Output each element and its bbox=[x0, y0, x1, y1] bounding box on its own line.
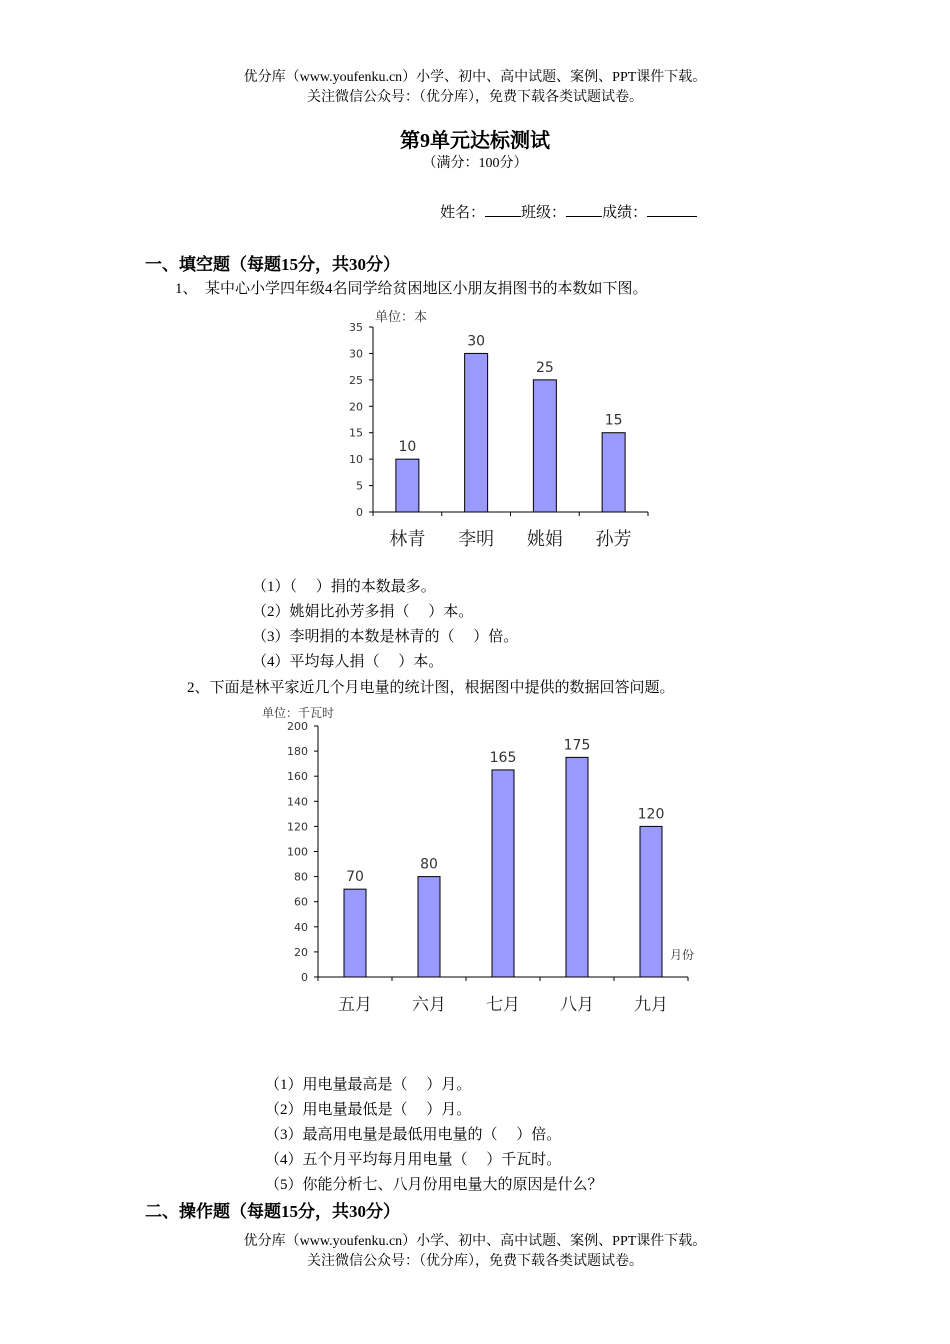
score-field[interactable] bbox=[647, 202, 697, 217]
y-tick-label: 0 bbox=[301, 971, 308, 984]
q2-sub-3: （3）最高用电量是最低用电量的（ ）倍。 bbox=[265, 1127, 562, 1143]
page-subtitle: （满分：100分） bbox=[422, 156, 528, 171]
footer-line-1: 优分库（www.youfenku.cn）小学、初中、高中试题、案例、PPT课件下载。 bbox=[243, 1234, 707, 1249]
y-tick-label: 40 bbox=[294, 920, 308, 934]
y-tick-label: 80 bbox=[294, 870, 308, 884]
data-label: 165 bbox=[489, 749, 517, 766]
class-label: 班级 bbox=[521, 205, 552, 221]
q2-sub-1: （1）用电量最高是（ ）月。 bbox=[265, 1077, 472, 1093]
y-tick-label: 30 bbox=[349, 347, 363, 361]
bar bbox=[396, 459, 419, 512]
q1-sub-2: （2）姚娟比孙芳多捐（ ）本。 bbox=[252, 604, 474, 620]
data-label: 120 bbox=[637, 806, 665, 823]
score-label: 成绩 bbox=[602, 205, 633, 221]
category-label: 九月 bbox=[634, 995, 668, 1015]
q2-sub-2: （2）用电量最低是（ ）月。 bbox=[265, 1102, 472, 1118]
category-label: 七月 bbox=[486, 995, 520, 1015]
bar bbox=[566, 757, 588, 977]
y-tick-label: 180 bbox=[287, 745, 308, 759]
category-label: 八月 bbox=[560, 995, 594, 1015]
section-1-heading: 一、填空题（每题15分，共30分） bbox=[145, 255, 400, 274]
y-tick-label: 5 bbox=[356, 479, 363, 493]
bar bbox=[602, 433, 625, 512]
y-tick-label: 10 bbox=[349, 453, 363, 467]
student-info: 姓名： 班级： 成绩： bbox=[440, 201, 697, 222]
bar bbox=[533, 380, 556, 512]
y-tick-label: 15 bbox=[349, 426, 363, 440]
chart-electricity-usage bbox=[255, 700, 705, 1020]
y-tick-label: 35 bbox=[349, 321, 363, 334]
chart-donated-books bbox=[330, 300, 670, 558]
name-field[interactable] bbox=[485, 202, 521, 217]
category-label: 李明 bbox=[458, 529, 495, 550]
y-tick-label: 25 bbox=[349, 373, 363, 387]
unit-label: 单位：本 bbox=[375, 310, 428, 325]
section-2-heading: 二、操作题（每题15分，共30分） bbox=[145, 1202, 400, 1221]
category-label: 孙芳 bbox=[595, 529, 632, 550]
question-1-text: 1、 某中心小学四年级4名同学给贫困地区小朋友捐图书的本数如下图。 bbox=[175, 281, 648, 297]
header-line-1: 优分库（www.youfenku.cn）小学、初中、高中试题、案例、PPT课件下载。 bbox=[243, 70, 707, 85]
data-label: 80 bbox=[420, 856, 438, 873]
data-label: 70 bbox=[346, 869, 364, 886]
q2-sub-5: （5）你能分析七、八月份用电量大的原因是什么？ bbox=[265, 1177, 603, 1193]
y-tick-label: 100 bbox=[287, 845, 308, 859]
q1-sub-1: （1）（ ）捐的本数最多。 bbox=[252, 579, 436, 595]
bar bbox=[418, 877, 440, 977]
question-2-text: 2、下面是林平家近几个月电量的统计图，根据图中提供的数据回答问题。 bbox=[187, 680, 675, 696]
y-tick-label: 120 bbox=[287, 820, 308, 834]
y-tick-label: 0 bbox=[356, 506, 363, 519]
q1-sub-4: （4）平均每人捐（ ）本。 bbox=[252, 654, 444, 670]
page-title: 第9单元达标测试 bbox=[400, 130, 550, 152]
y-tick-label: 20 bbox=[294, 945, 308, 959]
x-axis-label: 月份 bbox=[670, 948, 695, 962]
y-tick-label: 160 bbox=[287, 770, 308, 784]
q2-sub-4: （4）五个月平均每月用电量（ ）千瓦时。 bbox=[265, 1152, 562, 1168]
y-tick-label: 200 bbox=[287, 720, 308, 733]
bar bbox=[344, 889, 366, 977]
y-tick-label: 20 bbox=[349, 400, 363, 414]
bar bbox=[640, 826, 662, 977]
bar bbox=[465, 353, 488, 512]
q1-sub-3: （3）李明捐的本数是林青的（ ）倍。 bbox=[252, 629, 519, 645]
data-label: 175 bbox=[563, 737, 591, 754]
footer-line-2: 关注微信公众号：（优分库），免费下载各类试题试卷。 bbox=[307, 1254, 643, 1269]
y-tick-label: 60 bbox=[294, 895, 308, 909]
category-label: 六月 bbox=[412, 995, 446, 1015]
data-label: 15 bbox=[604, 412, 623, 429]
data-label: 25 bbox=[535, 359, 554, 376]
header-line-2: 关注微信公众号：（优分库），免费下载各类试题试卷。 bbox=[307, 90, 643, 105]
category-label: 林青 bbox=[389, 529, 426, 550]
data-label: 10 bbox=[398, 439, 417, 456]
unit-label: 单位：千瓦时 bbox=[262, 706, 335, 720]
data-label: 30 bbox=[467, 333, 486, 350]
class-field[interactable] bbox=[566, 202, 602, 217]
name-label: 姓名 bbox=[440, 205, 471, 221]
category-label: 五月 bbox=[338, 995, 372, 1015]
category-label: 姚娟 bbox=[526, 529, 563, 550]
y-tick-label: 140 bbox=[287, 795, 308, 809]
bar bbox=[492, 770, 514, 977]
